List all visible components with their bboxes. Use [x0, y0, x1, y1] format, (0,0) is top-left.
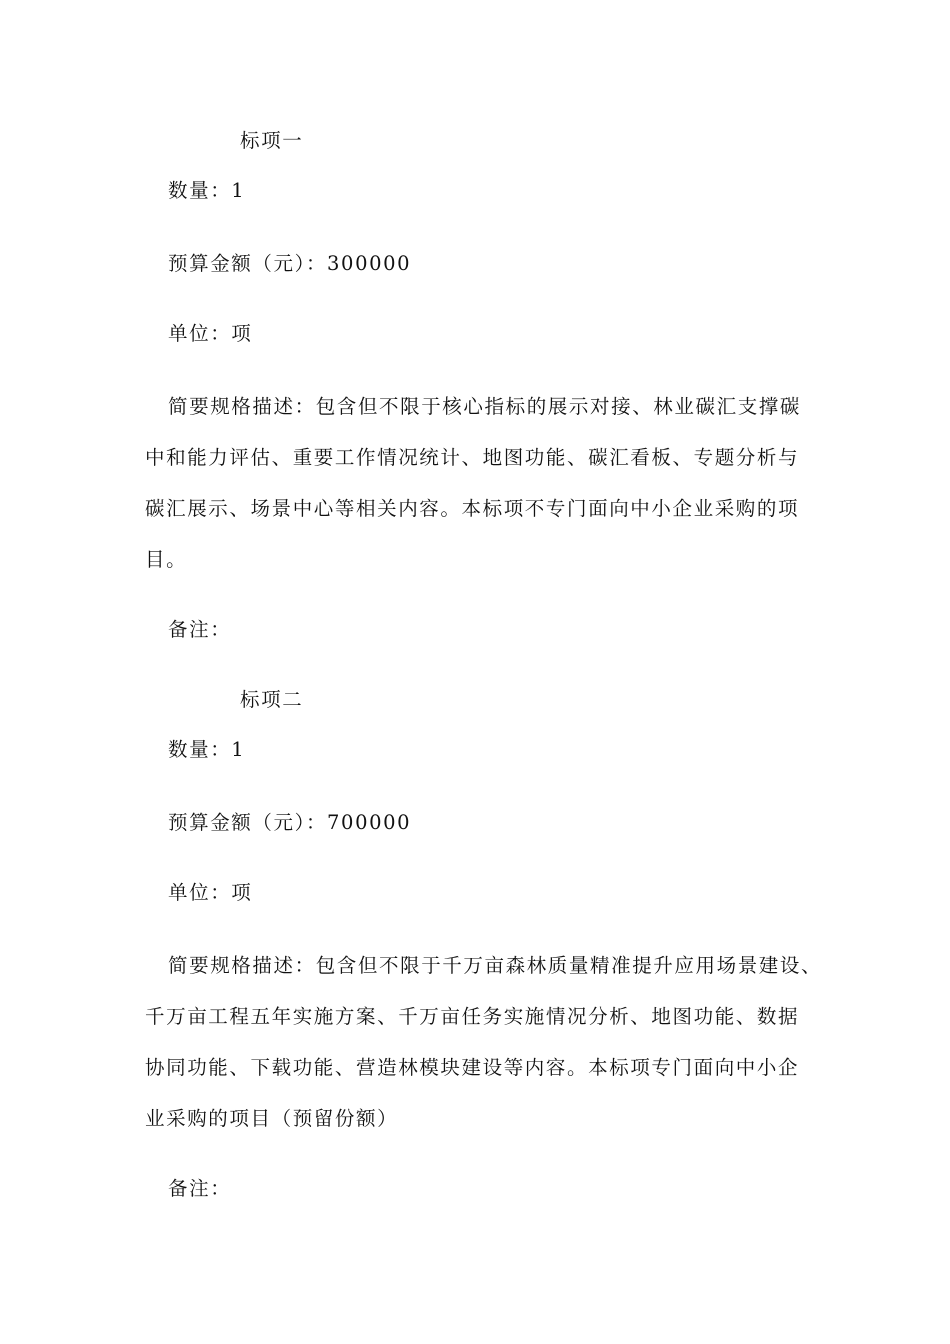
- description-line: 目。: [145, 548, 188, 571]
- lot-2-unit: 单位：项: [168, 881, 253, 904]
- description-line: 协同功能、下载功能、营造林模块建设等内容。本标项专门面向中小企: [145, 1056, 800, 1079]
- lot-1-remark: 备注：: [168, 618, 232, 641]
- lot-1-description: [145, 394, 825, 598]
- description-line: 千万亩工程五年实施方案、千万亩任务实施情况分析、地图功能、数据: [145, 1005, 800, 1028]
- lot-1-budget: 预算金额（元）：300000: [168, 252, 412, 275]
- lot-2-title: 标项二: [240, 688, 304, 711]
- lot-2-quantity: 数量：1: [168, 738, 246, 761]
- description-line: 中和能力评估、重要工作情况统计、地图功能、碳汇看板、专题分析与: [145, 446, 800, 469]
- description-line: 简要规格描述：包含但不限于核心指标的展示对接、林业碳汇支撑碳: [168, 395, 802, 418]
- lot-1-quantity: 数量：1: [168, 179, 246, 202]
- lot-2-description: [145, 953, 825, 1157]
- description-line: 碳汇展示、场景中心等相关内容。本标项不专门面向中小企业采购的项: [145, 497, 800, 520]
- lot-2-remark: 备注：: [168, 1177, 232, 1200]
- lot-1-title: 标项一: [240, 129, 304, 152]
- lot-1-unit: 单位：项: [168, 322, 253, 345]
- description-line: 业采购的项目（预留份额）: [145, 1107, 399, 1130]
- description-line: 简要规格描述：包含但不限于千万亩森林质量精准提升应用场景建设、: [168, 954, 823, 977]
- lot-2-budget: 预算金额（元）：700000: [168, 811, 412, 834]
